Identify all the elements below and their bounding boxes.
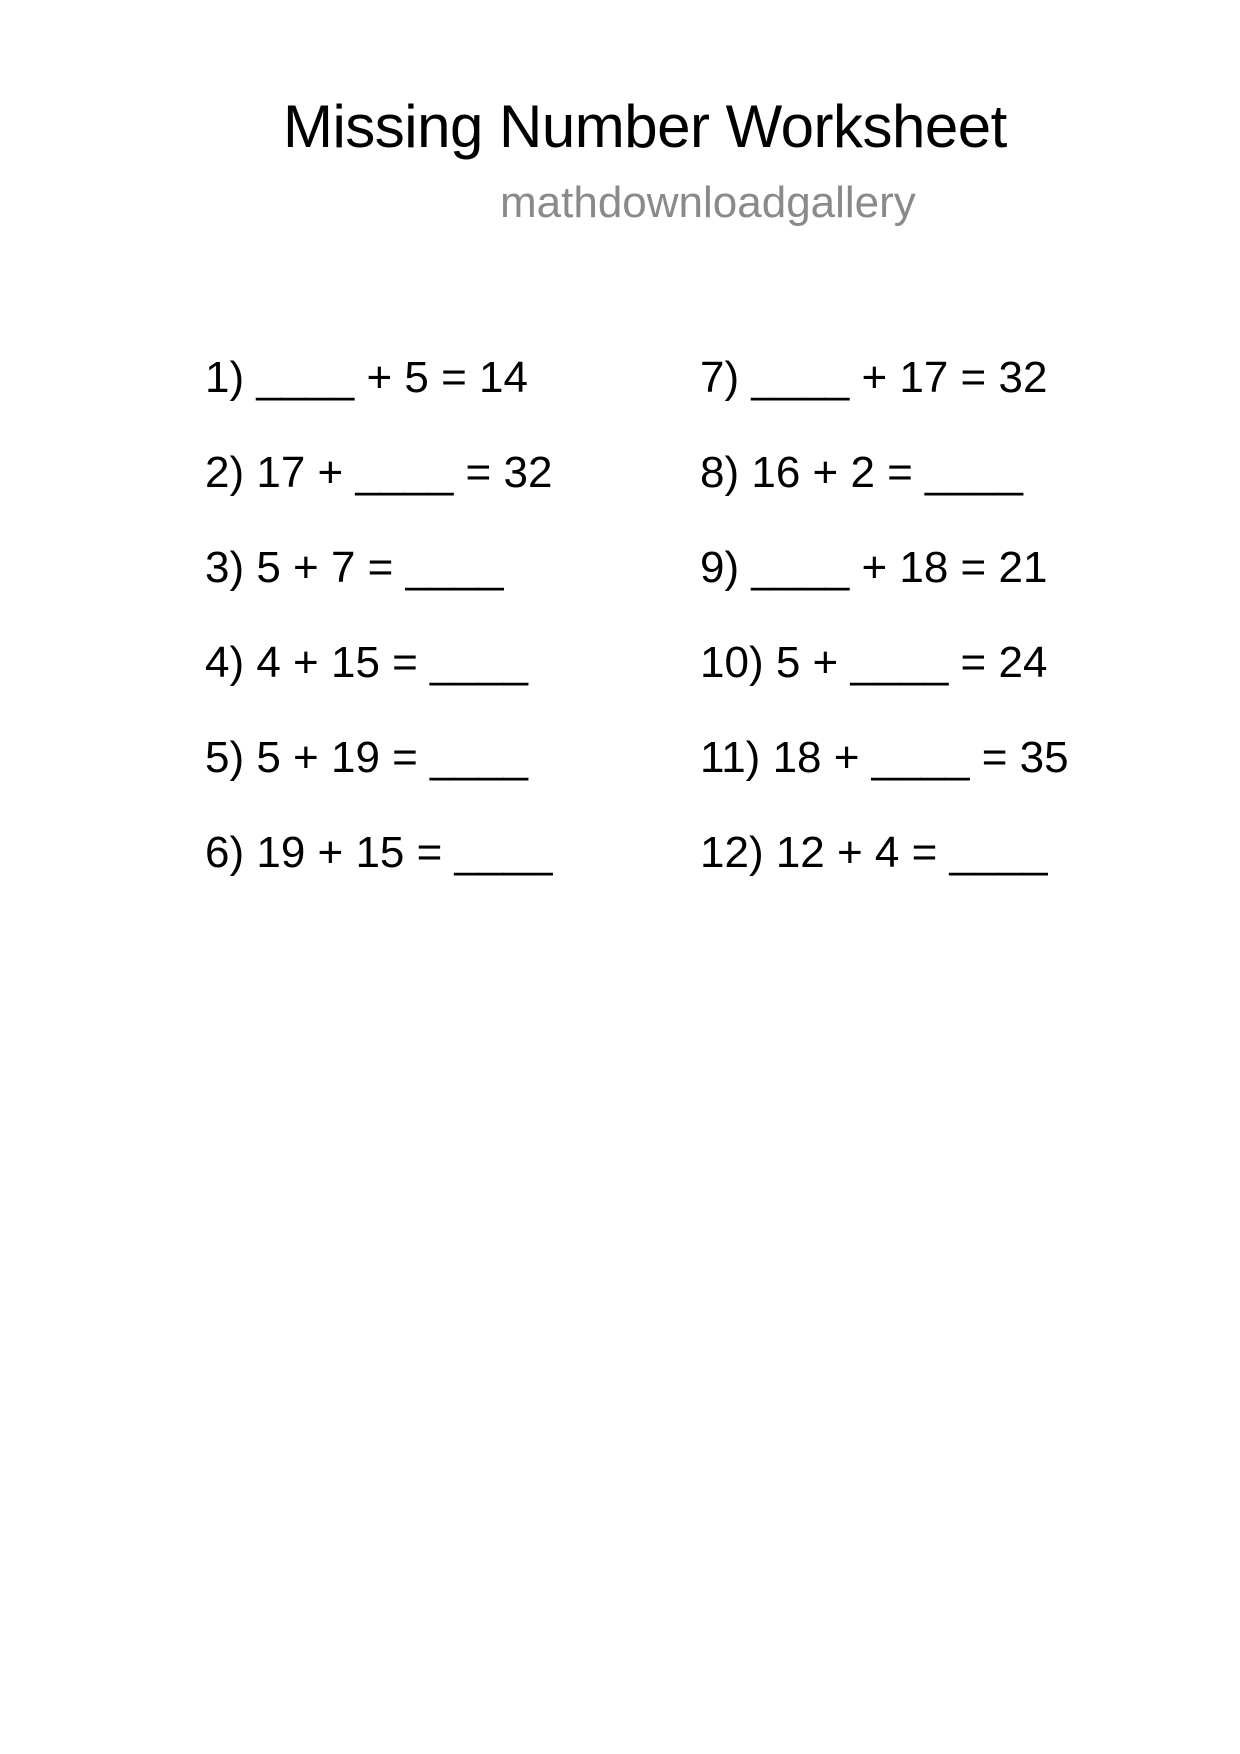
problem-expression: 5 + 7 = ____: [256, 543, 504, 592]
problem-row-7: [700, 330, 1069, 425]
problem-expression: 4 + 15 = ____: [256, 638, 528, 687]
problem-number: 3): [205, 543, 245, 592]
problem-number: 7): [700, 353, 740, 402]
problem-row-3: [205, 520, 552, 615]
problem-expression: 5 + ____ = 24: [775, 638, 1048, 687]
problem-number: 6): [205, 828, 245, 877]
problem-row-2: [205, 425, 552, 520]
problem-row-5: [205, 710, 552, 805]
problem-row-4: [205, 615, 552, 710]
problem-row-9: [700, 520, 1069, 615]
problem-expression: 16 + 2 = ____: [751, 448, 1023, 497]
page-subtitle: mathdownloadgallery: [500, 178, 916, 227]
problem-number: 11): [700, 733, 761, 782]
page-title: Missing Number Worksheet: [283, 93, 1007, 160]
problem-row-6: [205, 805, 552, 900]
problem-expression: 19 + 15 = ____: [256, 828, 553, 877]
problem-number: 1): [205, 353, 245, 402]
problem-row-11: [700, 710, 1069, 805]
problem-number: 10): [700, 638, 764, 687]
problem-row-12: [700, 805, 1069, 900]
problem-number: 2): [205, 448, 245, 497]
problems-column-right: [700, 330, 1069, 900]
problem-number: 9): [700, 543, 740, 592]
problem-row-1: [205, 330, 552, 425]
problem-expression: ____ + 5 = 14: [256, 353, 528, 402]
problem-number: 12): [700, 828, 764, 877]
problem-row-10: [700, 615, 1069, 710]
problem-number: 8): [700, 448, 740, 497]
problem-expression: ____ + 17 = 32: [751, 353, 1048, 402]
problem-expression: 12 + 4 = ____: [775, 828, 1048, 877]
problem-row-8: [700, 425, 1069, 520]
problem-expression: 18 + ____ = 35: [772, 733, 1069, 782]
problems-column-left: [205, 330, 552, 900]
problem-expression: 5 + 19 = ____: [256, 733, 528, 782]
problem-number: 4): [205, 638, 245, 687]
problem-expression: ____ + 18 = 21: [751, 543, 1048, 592]
problem-expression: 17 + ____ = 32: [256, 448, 553, 497]
problem-number: 5): [205, 733, 245, 782]
